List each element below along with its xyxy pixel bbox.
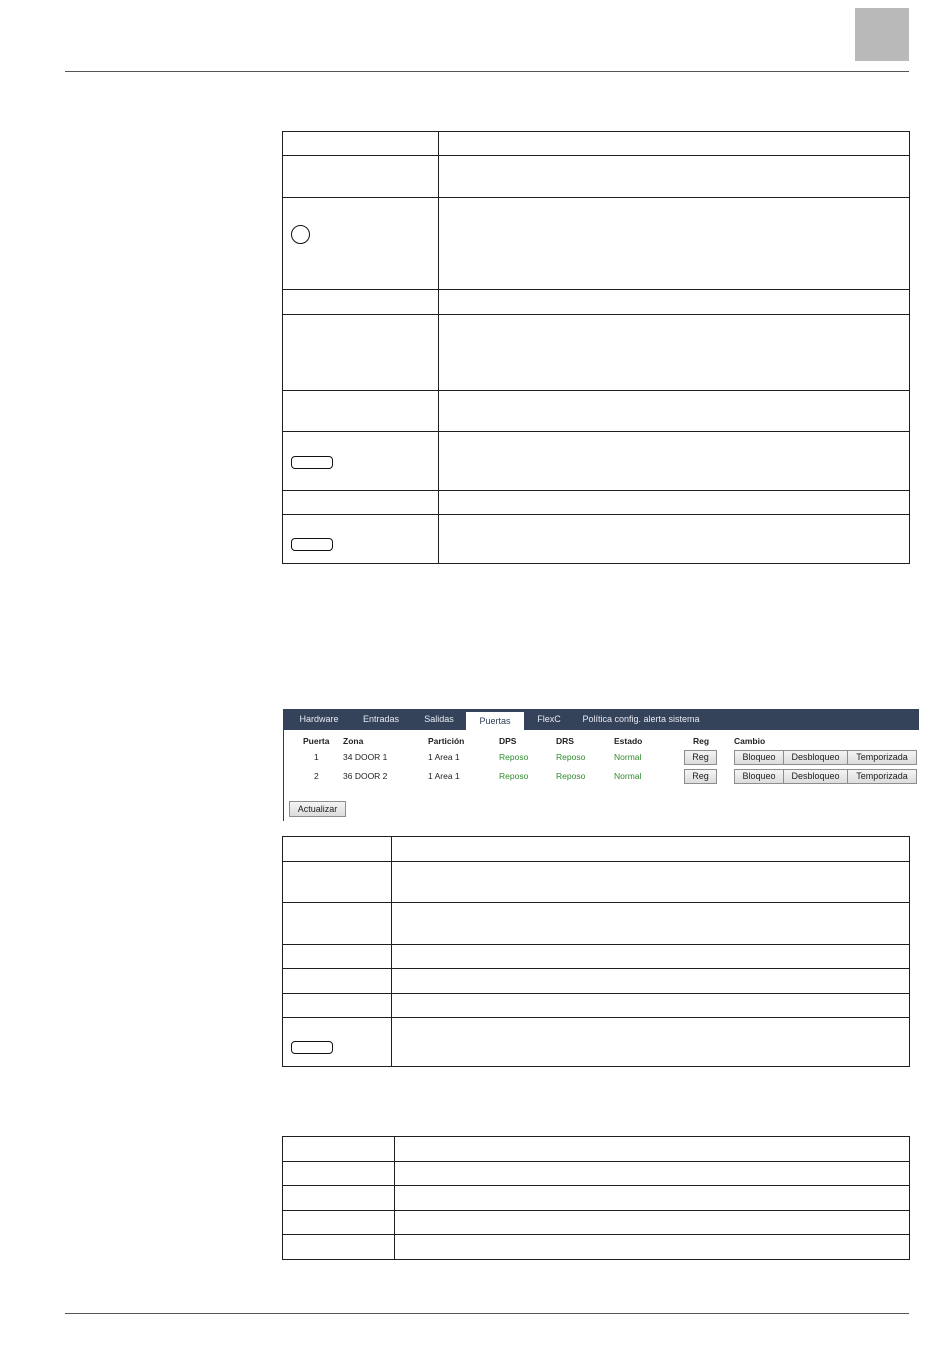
table-row	[283, 862, 910, 903]
cell-particion: 1 Area 1	[428, 752, 460, 762]
table-row	[283, 198, 910, 290]
actualizar-button[interactable]: Actualizar	[289, 801, 346, 817]
table-row	[283, 1235, 910, 1260]
footer-rule	[65, 1313, 909, 1314]
table-row	[283, 945, 910, 969]
tab-politica-alerta[interactable]: Política config. alerta sistema	[582, 714, 700, 724]
table-row	[283, 315, 910, 391]
table-row	[283, 1186, 910, 1211]
col-header-estado: Estado	[614, 736, 643, 746]
table-row	[283, 969, 910, 994]
table-row	[283, 515, 910, 564]
reg-button[interactable]: Reg	[684, 750, 717, 765]
header-rule	[65, 71, 909, 72]
col-header-puerta: Puerta	[303, 736, 330, 746]
table-row	[283, 132, 910, 156]
col-header-reg: Reg	[693, 736, 710, 746]
desbloqueo-button[interactable]: Desbloqueo	[783, 769, 848, 784]
tab-salidas[interactable]: Salidas	[424, 714, 454, 724]
tab-hardware[interactable]: Hardware	[299, 714, 339, 724]
table-row	[283, 156, 910, 198]
table-row	[283, 1018, 910, 1067]
tab-flexc[interactable]: FlexC	[537, 714, 561, 724]
cell-particion: 1 Area 1	[428, 771, 460, 781]
bloqueo-button[interactable]: Bloqueo	[734, 769, 784, 784]
table-row	[283, 903, 910, 945]
bloqueo-button[interactable]: Bloqueo	[734, 750, 784, 765]
table-row	[283, 837, 910, 862]
chapter-tab	[855, 8, 909, 61]
table-row	[283, 1137, 910, 1162]
nav-bar	[283, 709, 919, 730]
cell-zona: 34 DOOR 1	[343, 752, 388, 762]
table-row	[283, 1162, 910, 1186]
button-icon	[291, 538, 333, 551]
parameter-table-1	[282, 131, 910, 564]
cell-estado: Normal	[614, 771, 642, 781]
col-header-particion: Partición	[428, 736, 465, 746]
cell-drs: Reposo	[556, 771, 586, 781]
cell-puerta: 2	[314, 771, 319, 781]
temporizada-button[interactable]: Temporizada	[847, 769, 917, 784]
table-row	[283, 391, 910, 432]
col-header-zona: Zona	[343, 736, 364, 746]
cell-estado: Normal	[614, 752, 642, 762]
desbloqueo-button[interactable]: Desbloqueo	[783, 750, 848, 765]
col-header-cambio: Cambio	[734, 736, 766, 746]
button-icon	[291, 456, 333, 469]
button-icon	[291, 1041, 333, 1054]
col-header-drs: DRS	[556, 736, 574, 746]
cell-dps: Reposo	[499, 752, 529, 762]
col-header-dps: DPS	[499, 736, 517, 746]
parameter-table-3	[282, 1136, 910, 1260]
table-row	[283, 491, 910, 515]
tab-entradas[interactable]: Entradas	[362, 714, 400, 724]
table-row	[283, 1211, 910, 1235]
cell-drs: Reposo	[556, 752, 586, 762]
cell-dps: Reposo	[499, 771, 529, 781]
table-row	[283, 994, 910, 1018]
parameter-table-2	[282, 836, 910, 1067]
doors-panel	[283, 709, 919, 821]
cell-zona: 36 DOOR 2	[343, 771, 388, 781]
temporizada-button[interactable]: Temporizada	[847, 750, 917, 765]
tab-puertas[interactable]: Puertas	[466, 712, 524, 730]
reg-button[interactable]: Reg	[684, 769, 717, 784]
cell-puerta: 1	[314, 752, 319, 762]
table-row	[283, 290, 910, 315]
table-row	[283, 432, 910, 491]
radio-button-icon	[291, 225, 310, 244]
